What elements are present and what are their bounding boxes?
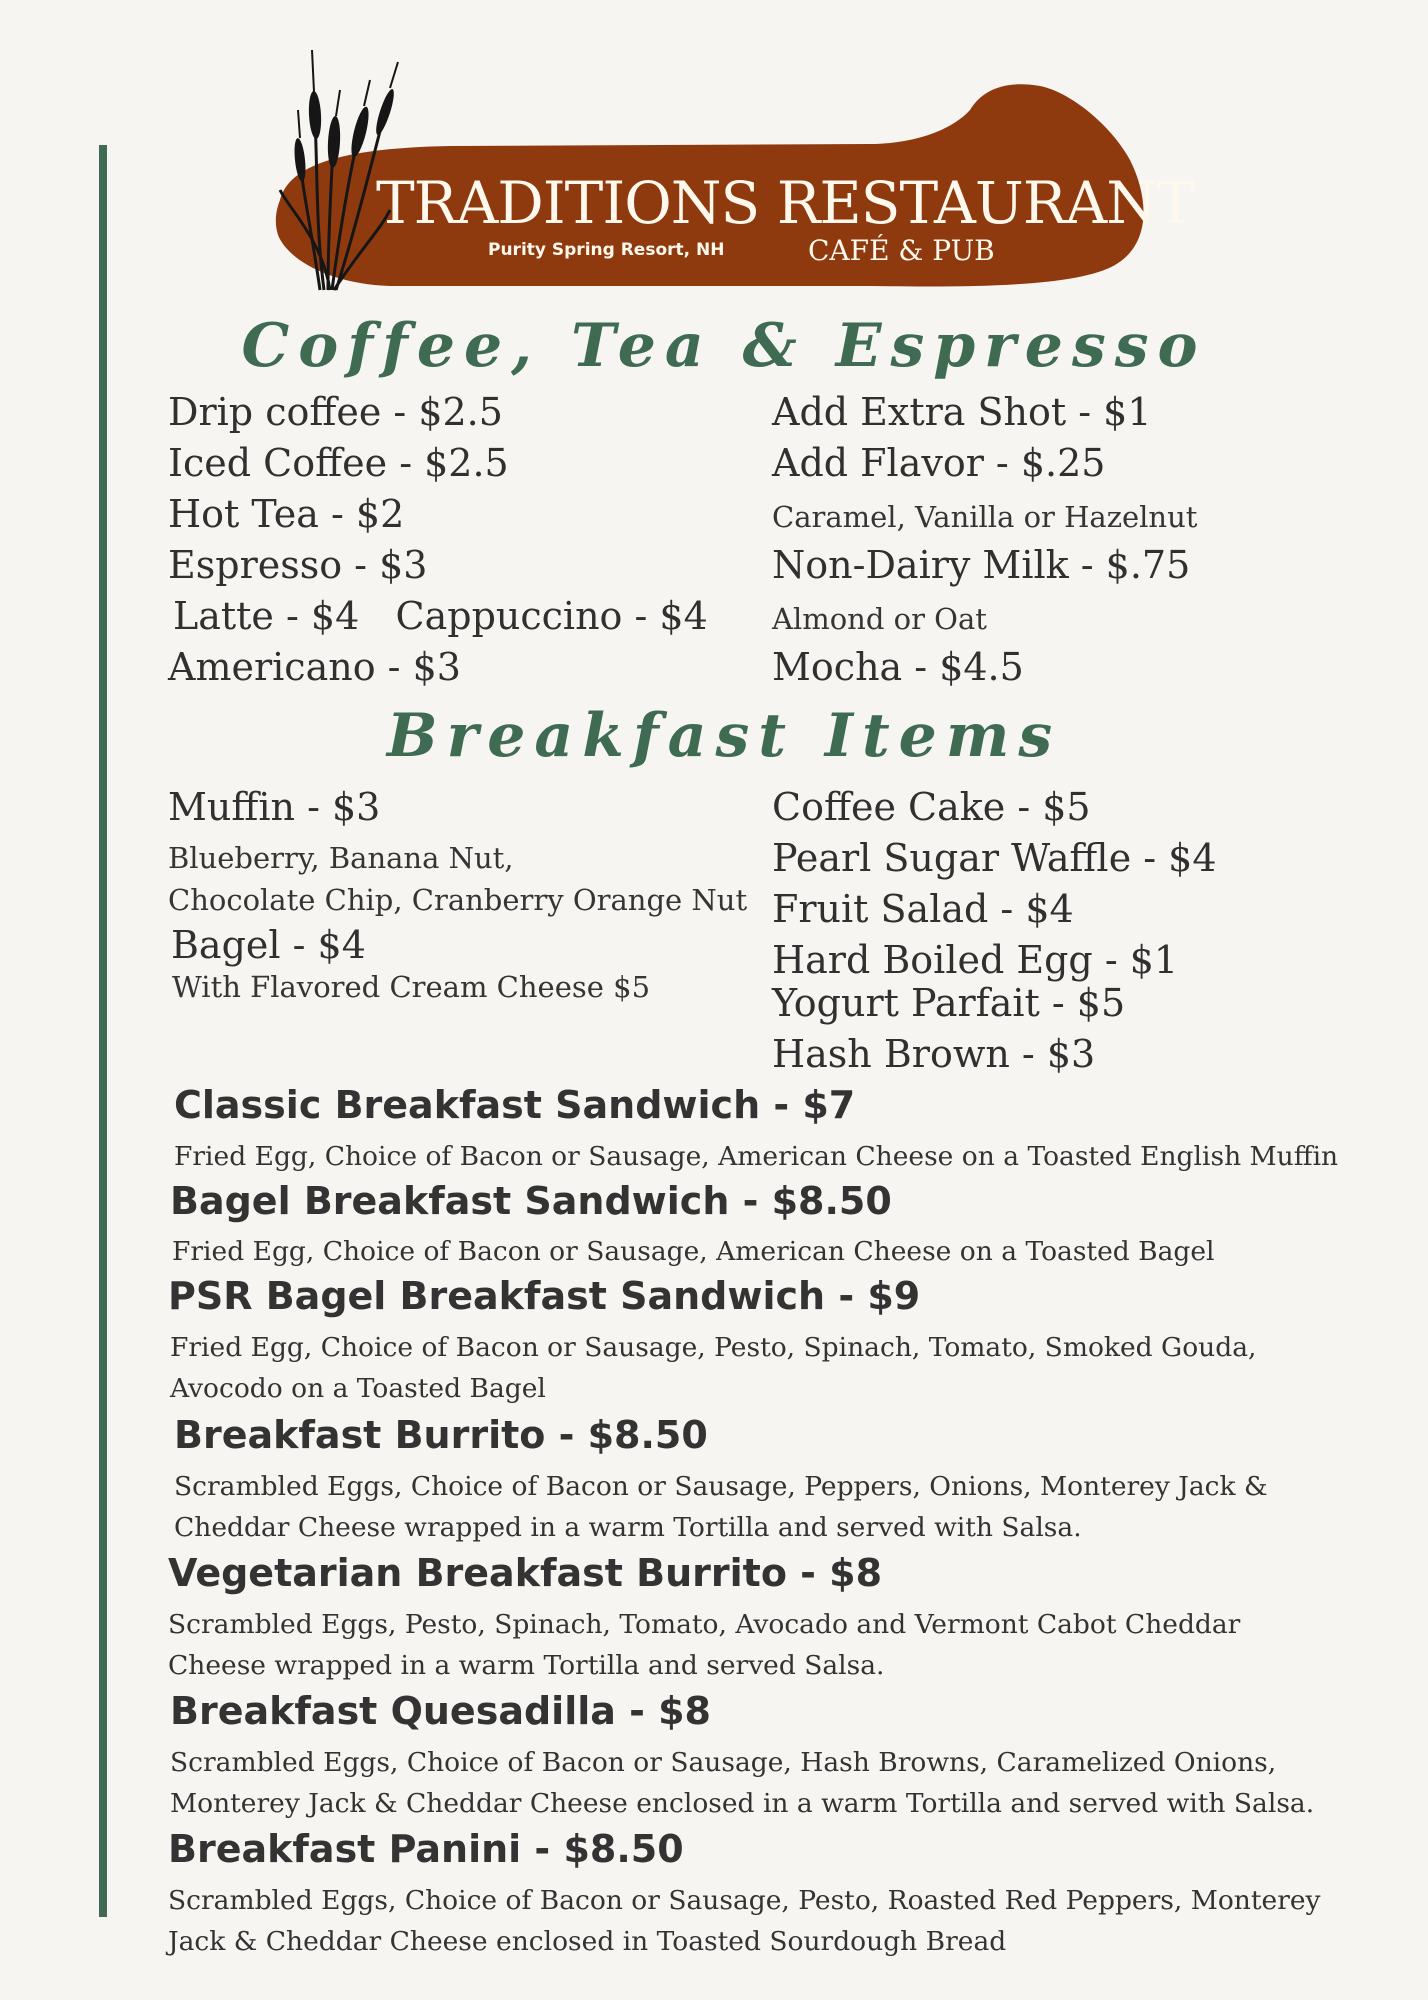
menu-item: Latte - $4 Cappuccino - $4: [173, 594, 708, 638]
menu-item-note: Blueberry, Banana Nut,: [168, 841, 514, 875]
menu-item-note: With Flavored Cream Cheese $5: [172, 970, 651, 1004]
sandwich-title: Vegetarian Breakfast Burrito - $8: [168, 1551, 883, 1595]
restaurant-logo: [270, 40, 1194, 300]
sandwich-title: PSR Bagel Breakfast Sandwich - $9: [168, 1274, 921, 1318]
menu-item-note: Chocolate Chip, Cranberry Orange Nut: [168, 883, 748, 917]
menu-item: Espresso - $3: [168, 543, 428, 587]
sandwich-description: Scrambled Eggs, Choice of Bacon or Sausage, Peppers, Onions, Monterey Jack &: [174, 1471, 1268, 1502]
sandwich-description: Cheese wrapped in a warm Tortilla and served Salsa.: [168, 1650, 885, 1681]
menu-item: Add Extra Shot - $1: [772, 390, 1152, 434]
sandwich-description: Monterey Jack & Cheddar Cheese enclosed in a warm Tortilla and served with Salsa.: [170, 1788, 1315, 1819]
menu-item: Iced Coffee - $2.5: [168, 441, 509, 485]
menu-item: Hash Brown - $3: [772, 1032, 1096, 1076]
left-accent-bar: [99, 145, 107, 1917]
sandwich-description: Scrambled Eggs, Pesto, Spinach, Tomato, Avocado and Vermont Cabot Cheddar: [168, 1609, 1241, 1640]
menu-item: Muffin - $3: [168, 785, 381, 829]
cafe-pub-tagline: CAFÉ & PUB: [808, 234, 995, 267]
sandwich-title: Breakfast Panini - $8.50: [168, 1827, 684, 1871]
menu-item: Non-Dairy Milk - $.75: [772, 543, 1191, 587]
sandwich-title: Bagel Breakfast Sandwich - $8.50: [170, 1179, 892, 1223]
sandwich-title: Breakfast Quesadilla - $8: [170, 1689, 711, 1733]
menu-item: Add Flavor - $.25: [772, 441, 1106, 485]
menu-item: Hot Tea - $2: [168, 492, 405, 536]
coffee-section-title: Coffee, Tea & Espresso: [241, 311, 1207, 381]
menu-item: Bagel - $4: [171, 923, 366, 967]
sandwich-title: Classic Breakfast Sandwich - $7: [174, 1083, 856, 1127]
menu-item: Hard Boiled Egg - $1: [772, 938, 1179, 982]
menu-item: Fruit Salad - $4: [772, 887, 1074, 931]
menu-item: Yogurt Parfait - $5: [772, 981, 1126, 1025]
sandwich-description: Avocodo on a Toasted Bagel: [170, 1373, 546, 1404]
menu-item: Drip coffee - $2.5: [168, 390, 503, 434]
sandwich-description: Scrambled Eggs, Choice of Bacon or Sausage, Pesto, Roasted Red Peppers, Monterey: [168, 1885, 1321, 1916]
menu-item-note: Caramel, Vanilla or Hazelnut: [772, 500, 1198, 534]
sandwich-description: Scrambled Eggs, Choice of Bacon or Sausage, Hash Browns, Caramelized Onions,: [170, 1747, 1277, 1778]
resort-location: Purity Spring Resort, NH: [488, 240, 725, 260]
sandwich-description: Fried Egg, Choice of Bacon or Sausage, Pesto, Spinach, Tomato, Smoked Gouda,: [170, 1332, 1257, 1363]
sandwich-description: Fried Egg, Choice of Bacon or Sausage, American Cheese on a Toasted Bagel: [172, 1236, 1215, 1267]
restaurant-name: TRADITIONS RESTAURANT: [376, 169, 1194, 237]
sandwich-description: Cheddar Cheese wrapped in a warm Tortilla and served with Salsa.: [174, 1512, 1082, 1543]
sandwich-description: Jack & Cheddar Cheese enclosed in Toasted Sourdough Bread: [168, 1926, 1007, 1957]
sandwich-title: Breakfast Burrito - $8.50: [174, 1413, 708, 1457]
sandwich-description: Fried Egg, Choice of Bacon or Sausage, American Cheese on a Toasted English Muffin: [174, 1141, 1339, 1172]
menu-item: Coffee Cake - $5: [772, 785, 1091, 829]
menu-item: Americano - $3: [168, 645, 461, 689]
menu-item: Mocha - $4.5: [772, 645, 1024, 689]
menu-item: Pearl Sugar Waffle - $4: [772, 836, 1217, 880]
menu-item-note: Almond or Oat: [772, 602, 987, 636]
breakfast-section-title: Breakfast Items: [386, 701, 1062, 771]
